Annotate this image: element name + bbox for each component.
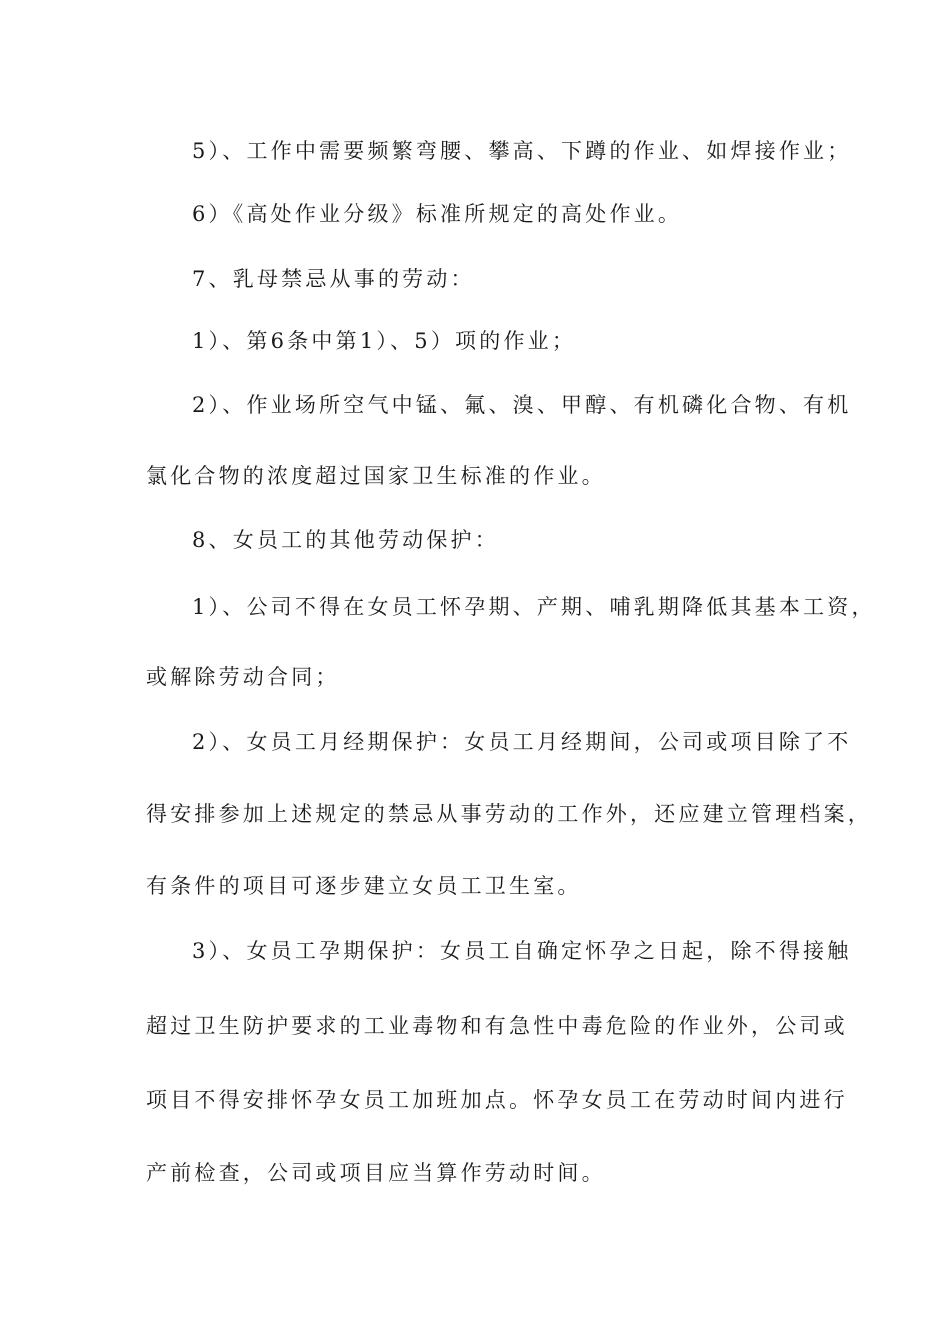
paragraph-line: 或解除劳动合同； [146, 665, 340, 689]
section-heading: 8、女员工的其他劳动保护： [192, 528, 499, 552]
paragraph-line: 3）、女员工孕期保护：女员工自确定怀孕之日起，除不得接触 [192, 939, 852, 963]
paragraph-line: 氯化合物的浓度超过国家卫生标准的作业。 [146, 464, 606, 488]
paragraph-line: 2）、女员工月经期保护：女员工月经期间，公司或项目除了不 [192, 730, 852, 754]
paragraph-line: 项目不得安排怀孕女员工加班加点。怀孕女员工在劳动时间内进行 [146, 1088, 848, 1112]
paragraph-line: 有条件的项目可逐步建立女员工卫生室。 [146, 874, 582, 898]
section-heading: 7、乳母禁忌从事的劳动： [192, 267, 475, 291]
paragraph-line: 1）、公司不得在女员工怀孕期、产期、哺乳期降低其基本工资， [192, 595, 876, 619]
paragraph-line: 超过卫生防护要求的工业毒物和有急性中毒危险的作业外，公司或 [146, 1014, 848, 1038]
paragraph-line: 产前检查，公司或项目应当算作劳动时间。 [146, 1161, 606, 1185]
paragraph-line: 5）、工作中需要频繁弯腰、攀高、下蹲的作业、如焊接作业； [192, 139, 852, 163]
paragraph-line: 得安排参加上述规定的禁忌从事劳动的工作外，还应建立管理档案， [146, 802, 872, 826]
paragraph-line: 6）《高处作业分级》标准所规定的高处作业。 [192, 202, 683, 226]
paragraph-line: 2）、作业场所空气中锰、氟、溴、甲醇、有机磷化合物、有机 [192, 393, 852, 417]
paragraph-line: 1）、第6条中第1）、5）项的作业； [192, 329, 577, 353]
